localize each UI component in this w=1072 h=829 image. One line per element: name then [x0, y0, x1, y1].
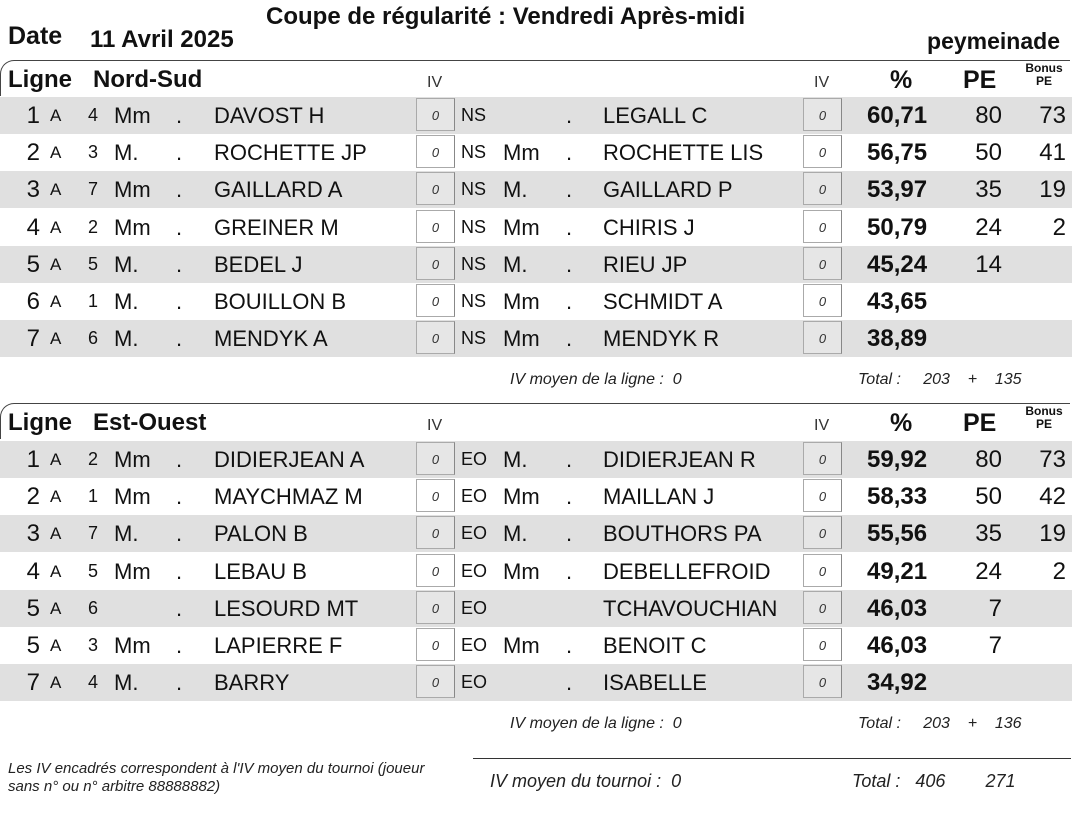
- player1-title-cell: M.: [114, 326, 139, 352]
- direction-cell: NS: [461, 105, 487, 125]
- direction-cell: EO: [461, 523, 488, 544]
- player1-separator: .: [176, 251, 183, 277]
- direction-cell: EO: [461, 672, 488, 693]
- table-row: [0, 97, 1072, 134]
- line-total-pe: 203: [923, 715, 950, 733]
- percent-column-header: %: [890, 66, 913, 94]
- player2-name-cell: SCHMIDT A: [603, 289, 723, 314]
- percent-cell: 46,03: [867, 632, 928, 659]
- line-total-bonus: 136: [994, 715, 1022, 733]
- bonus-cell: 73: [1039, 446, 1066, 473]
- player2-title-cell: Mm: [503, 140, 540, 166]
- tournament-iv: [490, 771, 681, 792]
- rank-cell: 4: [26, 213, 40, 241]
- group-cell: A: [50, 292, 62, 311]
- player1-name-cell: BARRY: [214, 670, 290, 696]
- table-row: [0, 246, 1072, 283]
- player2-title-cell: M.: [503, 447, 528, 472]
- pe-cell: 50: [975, 483, 1002, 511]
- player1-title-cell: Mm: [114, 447, 151, 472]
- page-title: Coupe de régularité : Vendredi Après-midi: [266, 3, 746, 30]
- pe-cell: 24: [975, 213, 1002, 241]
- iv-box-player2: 0: [803, 628, 842, 661]
- direction-cell: NS: [461, 142, 487, 163]
- tournament-total: [852, 771, 1016, 792]
- player1-name-cell: LEBAU B: [214, 558, 307, 584]
- player2-name-cell: MAILLAN J: [603, 484, 715, 510]
- line-total-plus: +: [967, 715, 978, 733]
- rank-cell: 7: [26, 325, 40, 353]
- player2-name-cell: GAILLARD P: [603, 177, 733, 203]
- iv-box-player2: 0: [803, 210, 842, 243]
- player2-name-cell: DEBELLEFROID: [603, 558, 771, 584]
- table-number-cell: 6: [88, 328, 99, 349]
- percent-cell: 46,03: [867, 594, 928, 622]
- player1-separator: .: [176, 484, 183, 510]
- percent-cell: 58,33: [867, 483, 928, 511]
- iv-box-player1: 0: [416, 479, 455, 512]
- line-label: Ligne: [8, 409, 72, 436]
- group-cell: A: [50, 254, 62, 274]
- table-number-cell: 6: [88, 597, 99, 618]
- bonus-pe-column-header: [1022, 405, 1066, 431]
- line-iv-average: [510, 371, 682, 389]
- player2-separator: .: [566, 521, 573, 547]
- percent-cell: 38,89: [867, 325, 928, 353]
- direction-cell: NS: [461, 253, 487, 274]
- group-cell: A: [50, 487, 62, 507]
- pe-column-header: PE: [963, 409, 997, 437]
- player1-title-cell: Mm: [114, 103, 151, 128]
- iv-box-player2: 0: [803, 479, 842, 512]
- pe-cell: 80: [975, 446, 1002, 473]
- pe-cell: 24: [975, 557, 1002, 585]
- line-total: [858, 715, 1022, 733]
- percent-cell: 45,24: [867, 250, 928, 278]
- iv-box-player2: 0: [803, 516, 842, 549]
- player1-name-cell: GAILLARD A: [214, 177, 343, 203]
- pe-cell: 50: [975, 139, 1002, 167]
- direction-cell: EO: [461, 486, 488, 507]
- player1-name-cell: DIDIERJEAN A: [214, 447, 365, 472]
- player2-name-cell: MENDYK R: [603, 326, 720, 352]
- player2-title-cell: Mm: [503, 326, 540, 352]
- player2-name-cell: ROCHETTE LIS: [603, 140, 764, 166]
- player1-name-cell: LESOURD MT: [214, 595, 359, 621]
- iv-box-player2: 0: [803, 98, 842, 131]
- player2-name-cell: BOUTHORS PA: [603, 521, 762, 547]
- table-number-cell: 5: [88, 560, 99, 581]
- player2-separator: .: [566, 140, 573, 166]
- iv-box-player2: 0: [803, 247, 842, 280]
- player1-name-cell: GREINER M: [214, 214, 339, 240]
- player1-separator: .: [176, 177, 183, 203]
- player1-separator: .: [176, 103, 183, 128]
- table-number-cell: 3: [88, 142, 99, 163]
- table-number-cell: 7: [88, 179, 99, 200]
- bonus-cell: 42: [1039, 483, 1066, 511]
- line-iv-label: IV moyen de la ligne :: [510, 715, 664, 733]
- table-row: [0, 590, 1072, 627]
- player2-separator: .: [566, 326, 573, 352]
- player1-title-cell: M.: [114, 140, 139, 166]
- table-number-cell: 5: [88, 253, 99, 274]
- bonus-cell: 73: [1039, 102, 1066, 129]
- group-cell: A: [50, 450, 62, 469]
- player2-title-cell: Mm: [503, 214, 540, 240]
- group-cell: A: [50, 143, 62, 163]
- iv-box-player1: 0: [416, 284, 455, 317]
- line-iv-value: 0: [672, 715, 682, 733]
- iv-box-player1: 0: [416, 554, 455, 587]
- iv-box-player2: 0: [803, 172, 842, 205]
- direction-cell: EO: [461, 597, 488, 618]
- bonus-label: Bonus: [1025, 404, 1063, 418]
- table-row: [0, 478, 1072, 515]
- percent-column-header: %: [890, 409, 913, 437]
- tournament-iv-value: 0: [671, 771, 682, 791]
- group-cell: A: [50, 598, 62, 618]
- player2-name-cell: CHIRIS J: [603, 214, 695, 240]
- table-row: [0, 441, 1072, 478]
- percent-cell: 50,79: [867, 213, 928, 241]
- pe-cell: 7: [988, 632, 1002, 659]
- bonus-pe-column-header: [1022, 62, 1066, 88]
- player1-separator: .: [176, 633, 183, 658]
- iv-box-player2: 0: [803, 321, 842, 354]
- iv-box-player2: 0: [803, 135, 842, 168]
- direction-cell: NS: [461, 291, 487, 311]
- section-header: [0, 60, 1072, 97]
- player1-name-cell: ROCHETTE JP: [214, 140, 367, 166]
- date-label: Date: [8, 22, 63, 50]
- table-row: [0, 134, 1072, 171]
- iv-box-player2: 0: [803, 591, 842, 624]
- iv-box-player1: 0: [416, 321, 455, 354]
- iv-box-player1: 0: [416, 628, 455, 661]
- player1-title-cell: M.: [114, 670, 139, 696]
- pe-cell: 35: [975, 520, 1002, 548]
- percent-cell: 53,97: [867, 176, 928, 204]
- player2-separator: .: [566, 484, 573, 510]
- player1-name-cell: DAVOST H: [214, 103, 325, 128]
- pe-cell: 7: [988, 594, 1002, 622]
- rank-cell: 3: [26, 520, 40, 548]
- group-cell: A: [50, 561, 62, 581]
- player1-name-cell: LAPIERRE F: [214, 633, 343, 658]
- percent-cell: 49,21: [867, 557, 928, 585]
- player2-separator: .: [566, 103, 573, 128]
- iv-box-player1: 0: [416, 442, 455, 475]
- direction-cell: EO: [461, 560, 488, 581]
- player1-title-cell: M.: [114, 251, 139, 277]
- player1-separator: .: [176, 140, 183, 166]
- footer-divider: [473, 758, 1071, 759]
- table-row: [0, 209, 1072, 246]
- iv-box-player1: 0: [416, 665, 455, 698]
- line-total-plus: +: [967, 371, 978, 389]
- player2-title-cell: Mm: [503, 558, 540, 584]
- percent-cell: 56,75: [867, 139, 928, 167]
- rank-cell: 5: [26, 250, 40, 278]
- player2-separator: .: [566, 670, 573, 696]
- player2-title-cell: M.: [503, 521, 528, 547]
- player1-separator: .: [176, 447, 183, 472]
- player2-name-cell: TCHAVOUCHIAN: [603, 595, 778, 621]
- player1-name-cell: MENDYK A: [214, 326, 328, 352]
- player2-separator: .: [566, 251, 573, 277]
- tournament-total-pe: 406: [915, 771, 946, 791]
- iv-box-player2: 0: [803, 665, 842, 698]
- iv-box-player2: 0: [803, 554, 842, 587]
- bonus-cell: 19: [1039, 520, 1066, 548]
- tournament-total-label: Total :: [852, 771, 901, 791]
- group-cell: A: [50, 673, 62, 693]
- percent-cell: 34,92: [867, 669, 928, 697]
- iv-column-header: IV: [814, 417, 830, 434]
- line-total-pe: 203: [923, 371, 950, 389]
- rank-cell: 4: [26, 557, 40, 585]
- player1-name-cell: MAYCHMAZ M: [214, 484, 363, 510]
- rank-cell: 1: [26, 102, 40, 129]
- section-header: [0, 403, 1072, 440]
- player1-title-cell: Mm: [114, 633, 151, 658]
- player1-title-cell: M.: [114, 289, 139, 314]
- player1-title-cell: Mm: [114, 177, 151, 203]
- player2-title-cell: Mm: [503, 484, 540, 510]
- player1-name-cell: BEDEL J: [214, 251, 303, 277]
- group-cell: A: [50, 217, 62, 237]
- iv-column-header: IV: [814, 74, 830, 91]
- table-row: [0, 171, 1072, 208]
- line-iv-label: IV moyen de la ligne :: [510, 371, 664, 389]
- iv-box-player1: 0: [416, 210, 455, 243]
- pe-cell: 80: [975, 102, 1002, 129]
- group-cell: A: [50, 524, 62, 544]
- player1-title-cell: Mm: [114, 558, 151, 584]
- table-row: [0, 283, 1072, 320]
- player1-separator: .: [176, 670, 183, 696]
- pe-column-header: PE: [963, 66, 997, 94]
- rank-cell: 6: [26, 288, 40, 315]
- direction-cell: EO: [461, 635, 488, 655]
- line-name: Est-Ouest: [93, 409, 207, 436]
- rank-cell: 7: [26, 669, 40, 697]
- rank-cell: 1: [26, 446, 40, 473]
- table-number-cell: 1: [88, 291, 99, 311]
- iv-box-player1: 0: [416, 135, 455, 168]
- iv-box-player1: 0: [416, 247, 455, 280]
- rank-cell: 5: [26, 632, 40, 659]
- bonus-pe-label: PE: [1035, 417, 1052, 431]
- iv-column-header: IV: [427, 74, 443, 91]
- table-number-cell: 1: [88, 486, 99, 507]
- iv-box-player1: 0: [416, 591, 455, 624]
- player2-title-cell: M.: [503, 177, 528, 203]
- direction-cell: NS: [461, 328, 487, 349]
- line-total-label: Total :: [858, 371, 901, 389]
- rank-cell: 2: [26, 139, 40, 167]
- player1-separator: .: [176, 558, 183, 584]
- iv-column-header: IV: [427, 417, 443, 434]
- player2-separator: .: [566, 177, 573, 203]
- direction-cell: NS: [461, 216, 487, 237]
- player2-name-cell: RIEU JP: [603, 251, 688, 277]
- group-cell: A: [50, 106, 62, 125]
- player1-name-cell: BOUILLON B: [214, 289, 347, 314]
- iv-box-player2: 0: [803, 442, 842, 475]
- rank-cell: 5: [26, 594, 40, 622]
- line-name: Nord-Sud: [93, 66, 203, 93]
- iv-box-player1: 0: [416, 172, 455, 205]
- line-label: Ligne: [8, 66, 72, 93]
- rank-cell: 3: [26, 176, 40, 204]
- player2-name-cell: ISABELLE: [603, 670, 707, 696]
- player2-title-cell: M.: [503, 251, 528, 277]
- iv-box-player2: 0: [803, 284, 842, 317]
- direction-cell: NS: [461, 179, 487, 200]
- percent-cell: 55,56: [867, 520, 928, 548]
- group-cell: A: [50, 180, 62, 200]
- player1-separator: .: [176, 214, 183, 240]
- player1-title-cell: M.: [114, 521, 139, 547]
- line-total-label: Total :: [858, 715, 901, 733]
- table-number-cell: 2: [88, 216, 99, 237]
- bonus-label: Bonus: [1025, 61, 1063, 75]
- table-number-cell: 4: [88, 105, 99, 125]
- date-value: 11 Avril 2025: [90, 26, 234, 53]
- player2-name-cell: LEGALL C: [603, 103, 708, 128]
- bonus-cell: 41: [1039, 139, 1066, 167]
- line-iv-average: [510, 715, 682, 733]
- rank-cell: 2: [26, 483, 40, 511]
- percent-cell: 59,92: [867, 446, 928, 473]
- line-iv-value: 0: [672, 371, 682, 389]
- bonus-cell: 2: [1052, 557, 1066, 585]
- pe-cell: 35: [975, 176, 1002, 204]
- player2-separator: .: [566, 289, 573, 314]
- pe-cell: 14: [975, 250, 1002, 278]
- table-row: [0, 320, 1072, 357]
- percent-cell: 60,71: [867, 102, 928, 129]
- iv-box-player1: 0: [416, 98, 455, 131]
- player2-name-cell: BENOIT C: [603, 633, 707, 658]
- table-number-cell: 3: [88, 635, 99, 655]
- player1-separator: .: [176, 521, 183, 547]
- line-total-bonus: 135: [994, 371, 1022, 389]
- player1-separator: .: [176, 326, 183, 352]
- bonus-cell: 19: [1039, 176, 1066, 204]
- group-cell: A: [50, 329, 62, 349]
- table-row: [0, 515, 1072, 552]
- line-total: [858, 371, 1022, 389]
- player2-title-cell: Mm: [503, 633, 540, 658]
- direction-cell: EO: [461, 449, 488, 469]
- player2-separator: .: [566, 633, 573, 658]
- table-row: [0, 664, 1072, 701]
- player2-separator: .: [566, 447, 573, 472]
- player1-title-cell: Mm: [114, 484, 151, 510]
- player1-separator: .: [176, 289, 183, 314]
- player1-name-cell: PALON B: [214, 521, 308, 547]
- player2-title-cell: Mm: [503, 289, 540, 314]
- table-number-cell: 2: [88, 449, 99, 469]
- club-name: peymeinade: [927, 28, 1060, 54]
- table-row: [0, 627, 1072, 664]
- player2-separator: .: [566, 214, 573, 240]
- table-number-cell: 7: [88, 523, 99, 544]
- player1-separator: .: [176, 595, 183, 621]
- tournament-iv-label: IV moyen du tournoi :: [490, 771, 662, 791]
- iv-box-player1: 0: [416, 516, 455, 549]
- table-row: [0, 553, 1072, 590]
- player2-name-cell: DIDIERJEAN R: [603, 447, 756, 472]
- percent-cell: 43,65: [867, 288, 928, 315]
- footnote: Les IV encadrés correspondent à l'IV moyen du tournoi (joueur sans n° ou n° arbitre 88888882): [8, 760, 425, 795]
- player2-separator: .: [566, 558, 573, 584]
- group-cell: A: [50, 636, 62, 655]
- bonus-cell: 2: [1052, 213, 1066, 241]
- player1-title-cell: Mm: [114, 214, 151, 240]
- tournament-total-bonus: 271: [985, 771, 1016, 791]
- table-number-cell: 4: [88, 672, 99, 693]
- bonus-pe-label: PE: [1035, 74, 1052, 88]
